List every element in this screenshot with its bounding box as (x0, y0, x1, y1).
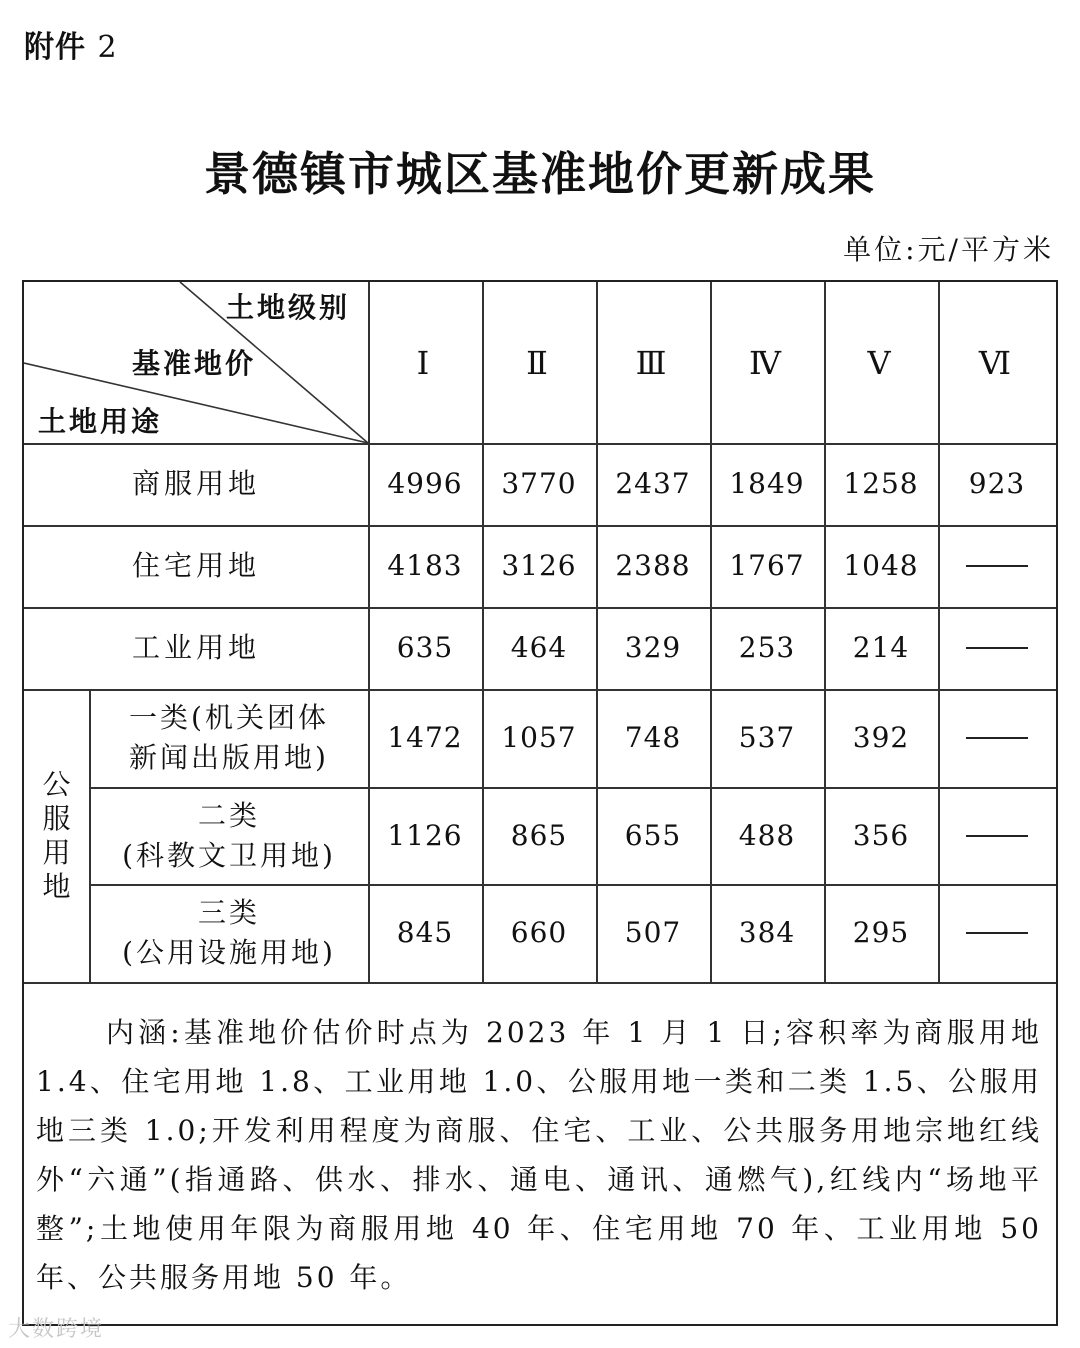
value-cell: 748 (624, 721, 682, 754)
value-cell: 865 (510, 818, 568, 852)
level-header: Ⅴ (867, 343, 895, 382)
value-cell: 537 (738, 721, 796, 754)
value-cell (938, 525, 1056, 607)
level-header: Ⅲ (635, 343, 671, 382)
value-cell: 1767 (729, 549, 805, 582)
public-row-label (90, 884, 368, 982)
public-row-label-line2: 新闻出版用地) (129, 741, 329, 774)
dash-placeholder (966, 932, 1028, 934)
level-header: Ⅱ (526, 343, 552, 382)
value-cell: 923 (968, 467, 1026, 500)
row-label: 商服用地 (131, 467, 260, 500)
row-label: 住宅用地 (131, 549, 260, 582)
public-row-label-line2: (科教文卫用地) (122, 838, 336, 872)
group-label-char: 服 (42, 801, 71, 835)
public-row-label-line2: (公用设施用地) (122, 936, 336, 969)
value-cell: 384 (738, 916, 796, 949)
page-title: 景德镇市城区基准地价更新成果 (204, 147, 876, 201)
value-cell: 392 (852, 721, 910, 754)
value-cell: 1849 (729, 467, 805, 500)
value-cell: 1258 (843, 467, 919, 500)
public-row-label-line1: 三类 (197, 896, 260, 929)
value-cell: 635 (396, 631, 454, 664)
header-use-label: 土地用途 (38, 405, 163, 438)
group-label-char: 公 (42, 767, 71, 801)
value-cell: 4996 (387, 467, 463, 500)
value-cell: 1057 (501, 721, 577, 754)
dash-placeholder (966, 565, 1028, 567)
value-cell (938, 607, 1056, 689)
level-header: Ⅳ (749, 343, 785, 382)
row-line (24, 982, 1056, 984)
notes-paragraph: 内涵:基准地价估价时点为 2023 年 1 月 1 日;容积率为商服用地 1.4、住宅用地 1.8、工业用地 1.0、公服用地一类和二类 1.5、公服用地三类 1.0;开发利用程度为商服、住宅、工业、公共服务用地宗地红线外“六通”(指通路、供水、排水、通电、通讯、通燃气),红线内“场地平整”;土地使用年限为商服用地 40 年、住宅用地 70 年、工业用地 50 年、公共服务用地 50 年。 (36, 1016, 1042, 1294)
value-cell: 1472 (387, 721, 463, 754)
value-cell: 4183 (387, 549, 463, 582)
public-row-label-line1: 二类 (197, 798, 260, 832)
attachment-label (24, 22, 118, 66)
value-cell: 329 (624, 631, 682, 664)
public-row-label (90, 689, 368, 787)
value-cell: 464 (510, 631, 568, 664)
public-use-group-label (24, 689, 89, 982)
public-row-label-line1: 一类(机关团体 (129, 701, 329, 734)
group-label-char: 用 (42, 835, 71, 869)
header-price-label: 基准地价 (132, 347, 257, 380)
value-cell: 1048 (843, 549, 919, 582)
value-cell: 488 (738, 818, 796, 852)
dash-placeholder (966, 835, 1028, 837)
attachment-text: 附件 (24, 30, 86, 65)
value-cell: 356 (852, 818, 910, 852)
group-label-char: 地 (42, 869, 71, 903)
public-row-label (90, 787, 368, 884)
attachment-number: 2 (97, 30, 118, 65)
value-cell: 3126 (501, 549, 577, 582)
level-header: Ⅵ (978, 343, 1016, 382)
value-cell: 507 (624, 916, 682, 949)
value-cell: 1126 (387, 818, 463, 852)
value-cell: 295 (852, 916, 910, 949)
watermark-text: 大数跨境 (8, 1317, 105, 1342)
unit-label: 单位:元/平方米 (843, 233, 1054, 266)
level-header: Ⅰ (416, 343, 434, 382)
value-cell: 2437 (615, 467, 691, 500)
row-label: 工业用地 (131, 631, 260, 664)
header-level-label: 土地级别 (226, 291, 351, 324)
value-cell: 214 (852, 631, 910, 664)
value-cell: 253 (738, 631, 796, 664)
dash-placeholder (966, 647, 1028, 649)
value-cell (938, 689, 1056, 787)
value-cell: 845 (396, 916, 454, 949)
dash-placeholder (966, 737, 1028, 739)
value-cell: 3770 (501, 467, 577, 500)
value-cell (938, 787, 1056, 884)
value-cell: 2388 (615, 549, 691, 582)
value-cell (938, 884, 1056, 982)
value-cell: 660 (510, 916, 568, 949)
value-cell: 655 (624, 818, 682, 852)
